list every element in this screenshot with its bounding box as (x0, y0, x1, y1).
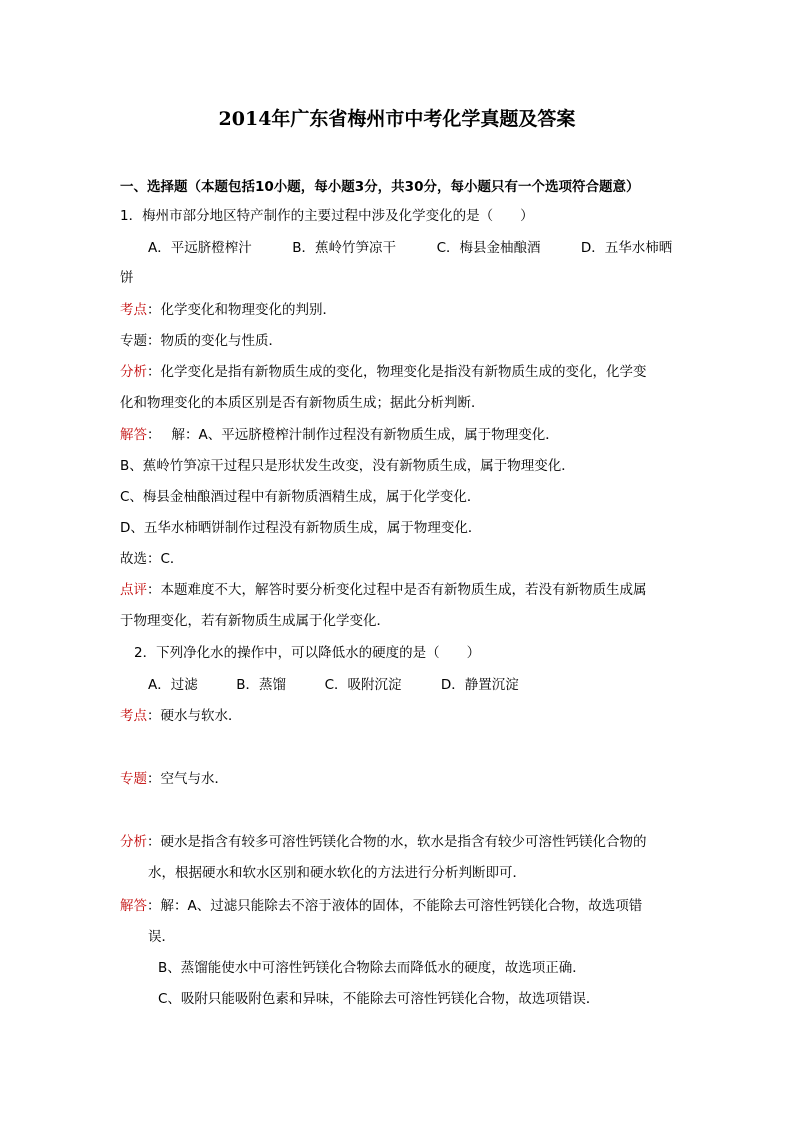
q2-option-c: C．吸附沉淀 (324, 677, 402, 693)
dianping-line1: ：本题难度不大，解答时要分析变化过程中是否有新物质生成，若没有新物质生成属 (147, 582, 647, 598)
q1-option-a: A．平远脐橙榨汁 (148, 240, 252, 256)
q2-option-b: B．蒸馏 (236, 677, 287, 693)
zhuanti-text: ：空气与水． (147, 771, 228, 787)
q2-kaodian (120, 706, 242, 726)
jieda-label: 解答 (120, 898, 147, 914)
q1-fenxi-line2: 化和物理变化的本质区别是否有新物质生成；据此分析判断． (120, 395, 485, 411)
kaodian-label: 考点 (120, 708, 147, 724)
q2-option-a: A．过滤 (148, 677, 198, 693)
q1-dianping-line2: 于物理变化，若有新物质生成属于化学变化． (120, 613, 390, 629)
q1-jieda-line4: D、五华水柿晒饼制作过程没有新物质生成，属于物理变化． (120, 520, 482, 536)
q1-dianping (120, 580, 647, 600)
fenxi-label: 分析 (120, 364, 147, 380)
q2-options (148, 675, 519, 695)
q1-option-wrap: 饼 (120, 270, 134, 286)
zhuanti-label: 专题 (120, 333, 147, 349)
q2-stem: 2．下列净化水的操作中，可以降低水的硬度的是（ ） (134, 645, 481, 661)
q1-options (148, 238, 672, 258)
q2-option-d: D．静置沉淀 (440, 677, 519, 693)
q1-jieda-line2: B、蕉岭竹笋凉干过程只是形状发生改变，没有新物质生成，属于物理变化． (120, 458, 575, 474)
page-title: 2014年广东省梅州市中考化学真题及答案 (218, 108, 576, 130)
q2-jieda-line2: B、蒸馏能使水中可溶性钙镁化合物除去而降低水的硬度，故选项正确． (158, 960, 586, 976)
q2-jieda-line1b: 误． (148, 929, 175, 945)
dianping-label: 点评 (120, 582, 147, 598)
section-header: 一、选择题（本题包括10小题，每小题3分，共30分，每小题只有一个选项符合题意） (120, 179, 640, 195)
jieda-line1: ： 解：A、平远脐橙榨汁制作过程没有新物质生成，属于物理变化． (147, 427, 559, 443)
q1-zhuanti (120, 331, 282, 351)
fenxi-line1: ：化学变化是指有新物质生成的变化，物理变化是指没有新物质生成的变化，化学变 (147, 364, 647, 380)
q2-jieda-line3: C、吸附只能吸附色素和异味，不能除去可溶性钙镁化合物，故选项错误． (158, 991, 600, 1007)
kaodian-text: ：化学变化和物理变化的判别． (147, 302, 336, 318)
q1-option-b: B．蕉岭竹笋凉干 (292, 240, 397, 256)
q1-option-d: D．五华水柿晒 (580, 240, 673, 256)
kaodian-text: ：硬水与软水． (147, 708, 242, 724)
zhuanti-text: ：物质的变化与性质． (147, 333, 282, 349)
q2-fenxi (120, 832, 647, 852)
kaodian-label: 考点 (120, 302, 147, 318)
q2-jieda (120, 896, 642, 916)
q2-fenxi-line2: 水，根据硬水和软水区别和硬水软化的方法进行分析判断即可． (148, 865, 526, 881)
q1-kaodian (120, 300, 336, 320)
q1-option-c: C．梅县金柚酿酒 (436, 240, 541, 256)
zhuanti-label: 专题 (120, 771, 147, 787)
q1-fenxi (120, 362, 647, 382)
jieda-label: 解答 (120, 427, 147, 443)
q1-jieda (120, 425, 559, 445)
jieda-line1: ：解：A、过滤只能除去不溶于液体的固体，不能除去可溶性钙镁化合物，故选项错 (147, 898, 643, 914)
fenxi-line1: ：硬水是指含有较多可溶性钙镁化合物的水，软水是指含有较少可溶性钙镁化合物的 (147, 834, 647, 850)
q1-answer: 故选：C． (120, 551, 184, 567)
q1-jieda-line3: C、梅县金柚酿酒过程中有新物质酒精生成，属于化学变化． (120, 489, 481, 505)
fenxi-label: 分析 (120, 834, 147, 850)
q1-stem: 1．梅州市部分地区特产制作的主要过程中涉及化学变化的是（ ） (120, 208, 534, 224)
q2-zhuanti (120, 769, 228, 789)
